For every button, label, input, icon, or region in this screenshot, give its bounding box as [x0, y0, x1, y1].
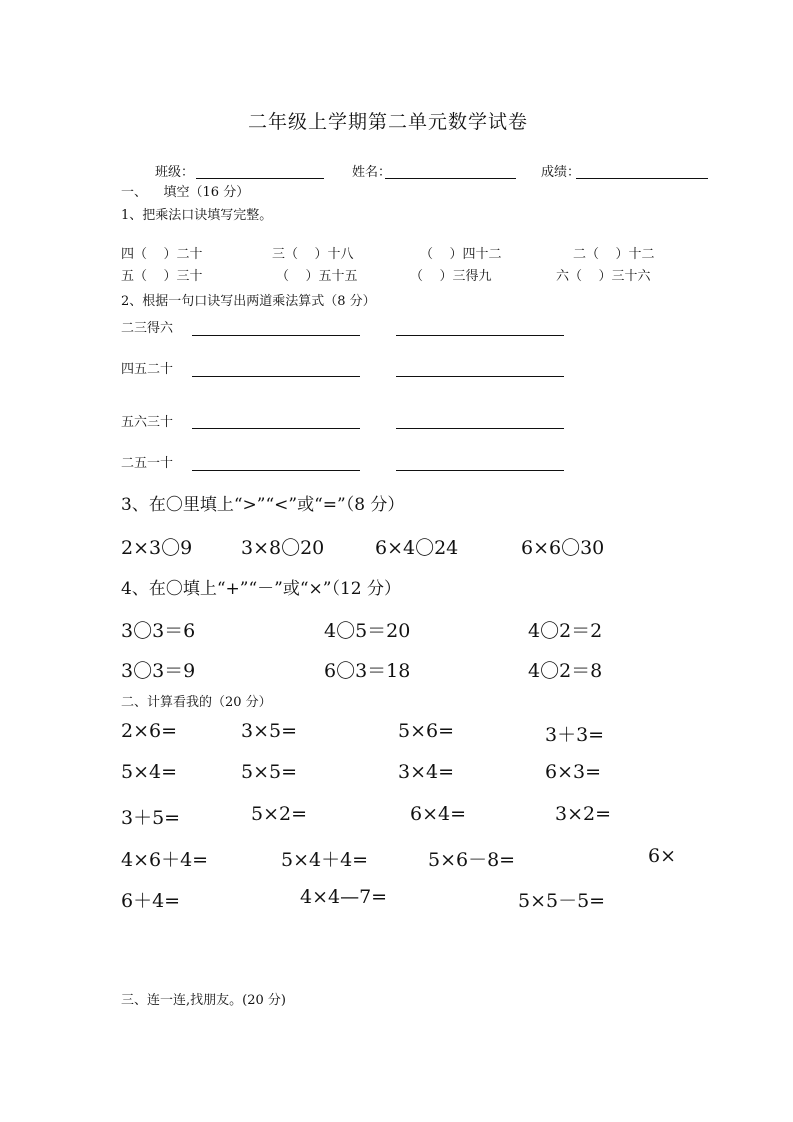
q2-item-label: 四五二十: [121, 362, 174, 377]
calc-item: 3×2=: [555, 803, 612, 825]
q1-prompt: 1、把乘法口诀填写完整。: [121, 208, 273, 223]
calc-item: 2×6=: [121, 720, 178, 742]
q2-answer-line[interactable]: [396, 470, 564, 471]
q4-item: 6〇3＝18: [324, 660, 411, 682]
calc-item: 4×6＋4=: [121, 849, 209, 871]
q3-item: 2×3〇9: [121, 537, 193, 559]
q2-item-label: 二三得六: [121, 321, 174, 336]
page-title: 二年级上学期第二单元数学试卷: [248, 111, 529, 133]
calc-item: 5×6=: [398, 720, 455, 742]
q2-answer-line[interactable]: [192, 470, 360, 471]
calc-item: 5×5=: [241, 761, 298, 783]
calc-item: 6×4=: [410, 803, 467, 825]
q2-answer-line[interactable]: [396, 428, 564, 429]
q4-item: 4〇2＝2: [528, 620, 603, 642]
score-field[interactable]: [576, 178, 708, 179]
q2-answer-line[interactable]: [396, 335, 564, 336]
section3-heading: 三、连一连,找朋友。(20 分): [121, 993, 286, 1008]
q4-item: 3〇3＝9: [121, 660, 196, 682]
q1-item: 五（ ）三十: [121, 269, 203, 284]
calc-item: 5×4=: [121, 761, 178, 783]
calc-item: 6×3=: [545, 761, 602, 783]
name-label: 姓名：: [352, 165, 392, 180]
calc-item: 4×4—7=: [300, 886, 388, 908]
q2-answer-line[interactable]: [396, 376, 564, 377]
q4-item: 4〇5＝20: [324, 620, 411, 642]
q3-item: 6×6〇30: [521, 537, 605, 559]
class-label: 班级：: [155, 165, 195, 180]
calc-item: 3×5=: [241, 720, 298, 742]
q1-item: 二（ ）十二: [573, 247, 655, 262]
section2-heading: 二、计算看我的（20 分）: [121, 695, 272, 710]
q4-item: 4〇2＝8: [528, 660, 603, 682]
calc-item: 3×4=: [398, 761, 455, 783]
q1-item: 六（ ）三十六: [556, 269, 651, 284]
class-field[interactable]: [196, 178, 324, 179]
calc-item: 5×2=: [251, 803, 308, 825]
q2-answer-line[interactable]: [192, 335, 360, 336]
q2-item-label: 二五一十: [121, 456, 174, 471]
calc-item: 5×6－8=: [428, 849, 516, 871]
q1-item: 四（ ）二十: [121, 247, 203, 262]
q2-prompt: 2、根据一句口诀写出两道乘法算式（8 分）: [121, 294, 376, 309]
calc-item: 3＋5=: [121, 807, 181, 829]
q1-item: （ ）四十二: [420, 247, 502, 262]
q3-prompt: 3、在〇里填上“>”“<”或“=”（8 分）: [121, 495, 405, 515]
q2-answer-line[interactable]: [192, 428, 360, 429]
q1-item: 三（ ）十八: [272, 247, 354, 262]
calc-item: 6＋4=: [121, 890, 181, 912]
q3-item: 6×4〇24: [375, 537, 459, 559]
q1-item: （ ）五十五: [276, 269, 358, 284]
q2-answer-line[interactable]: [192, 376, 360, 377]
calc-item: 6×: [648, 845, 677, 867]
q2-item-label: 五六三十: [121, 415, 174, 430]
calc-item: 5×4＋4=: [281, 849, 369, 871]
score-label: 成绩：: [541, 165, 581, 180]
calc-item: 3＋3=: [545, 724, 605, 746]
q4-item: 3〇3＝6: [121, 620, 196, 642]
calc-item: 5×5－5=: [518, 890, 606, 912]
name-field[interactable]: [385, 178, 516, 179]
q1-item: （ ）三得九: [410, 269, 492, 284]
q4-prompt: 4、在〇填上“+”“－”或“×”（12 分）: [121, 579, 401, 599]
q3-item: 3×8〇20: [241, 537, 325, 559]
section1-heading: 一、 填空（16 分）: [121, 185, 250, 200]
